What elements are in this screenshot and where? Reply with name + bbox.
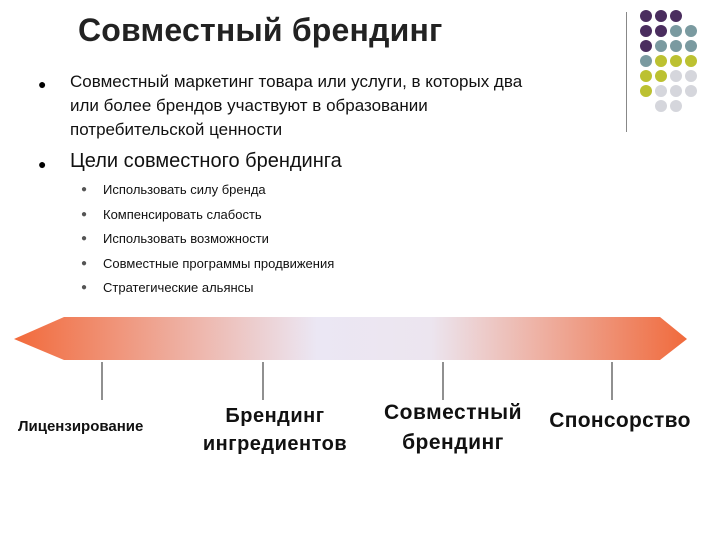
bullet-text-line: или более брендов участвуют в образовании (70, 96, 428, 115)
sub-bullet-text: Использовать возможности (103, 231, 269, 246)
sub-bullet-marker: ● (81, 282, 88, 293)
label-cobranding-line2: брендинг (402, 431, 504, 454)
bullet-heading: Цели совместного брендинга (70, 150, 342, 172)
label-ingredient-line1: Брендинг (225, 405, 325, 427)
bullet-marker: ● (38, 156, 47, 172)
bullet-text-line: Совместный маркетинг товара или услуги, в которых два (70, 72, 523, 91)
bullet-text-line: потребительской ценности (70, 120, 283, 139)
label-sponsorship: Спонсорство (549, 409, 691, 432)
sub-bullet-text: Компенсировать слабость (103, 207, 262, 222)
sub-bullet-marker: ● (81, 233, 88, 244)
sub-bullet-marker: ● (81, 258, 88, 269)
label-ingredient-line2: ингредиентов (202, 433, 348, 455)
double-arrow-bar (14, 317, 687, 360)
label-licensing: Лицензирование (18, 418, 144, 435)
bullet-marker: ● (38, 76, 47, 92)
label-cobranding-line1: Совместный (383, 401, 523, 424)
sub-bullet-text: Использовать силу бренда (103, 182, 266, 197)
sub-bullet-marker: ● (81, 209, 88, 220)
sub-bullet-text: Совместные программы продвижения (103, 256, 335, 271)
sub-bullet-text: Стратегические альянсы (103, 280, 254, 295)
slide-title: Совместный брендинг (78, 12, 443, 48)
sub-bullet-marker: ● (81, 184, 88, 195)
